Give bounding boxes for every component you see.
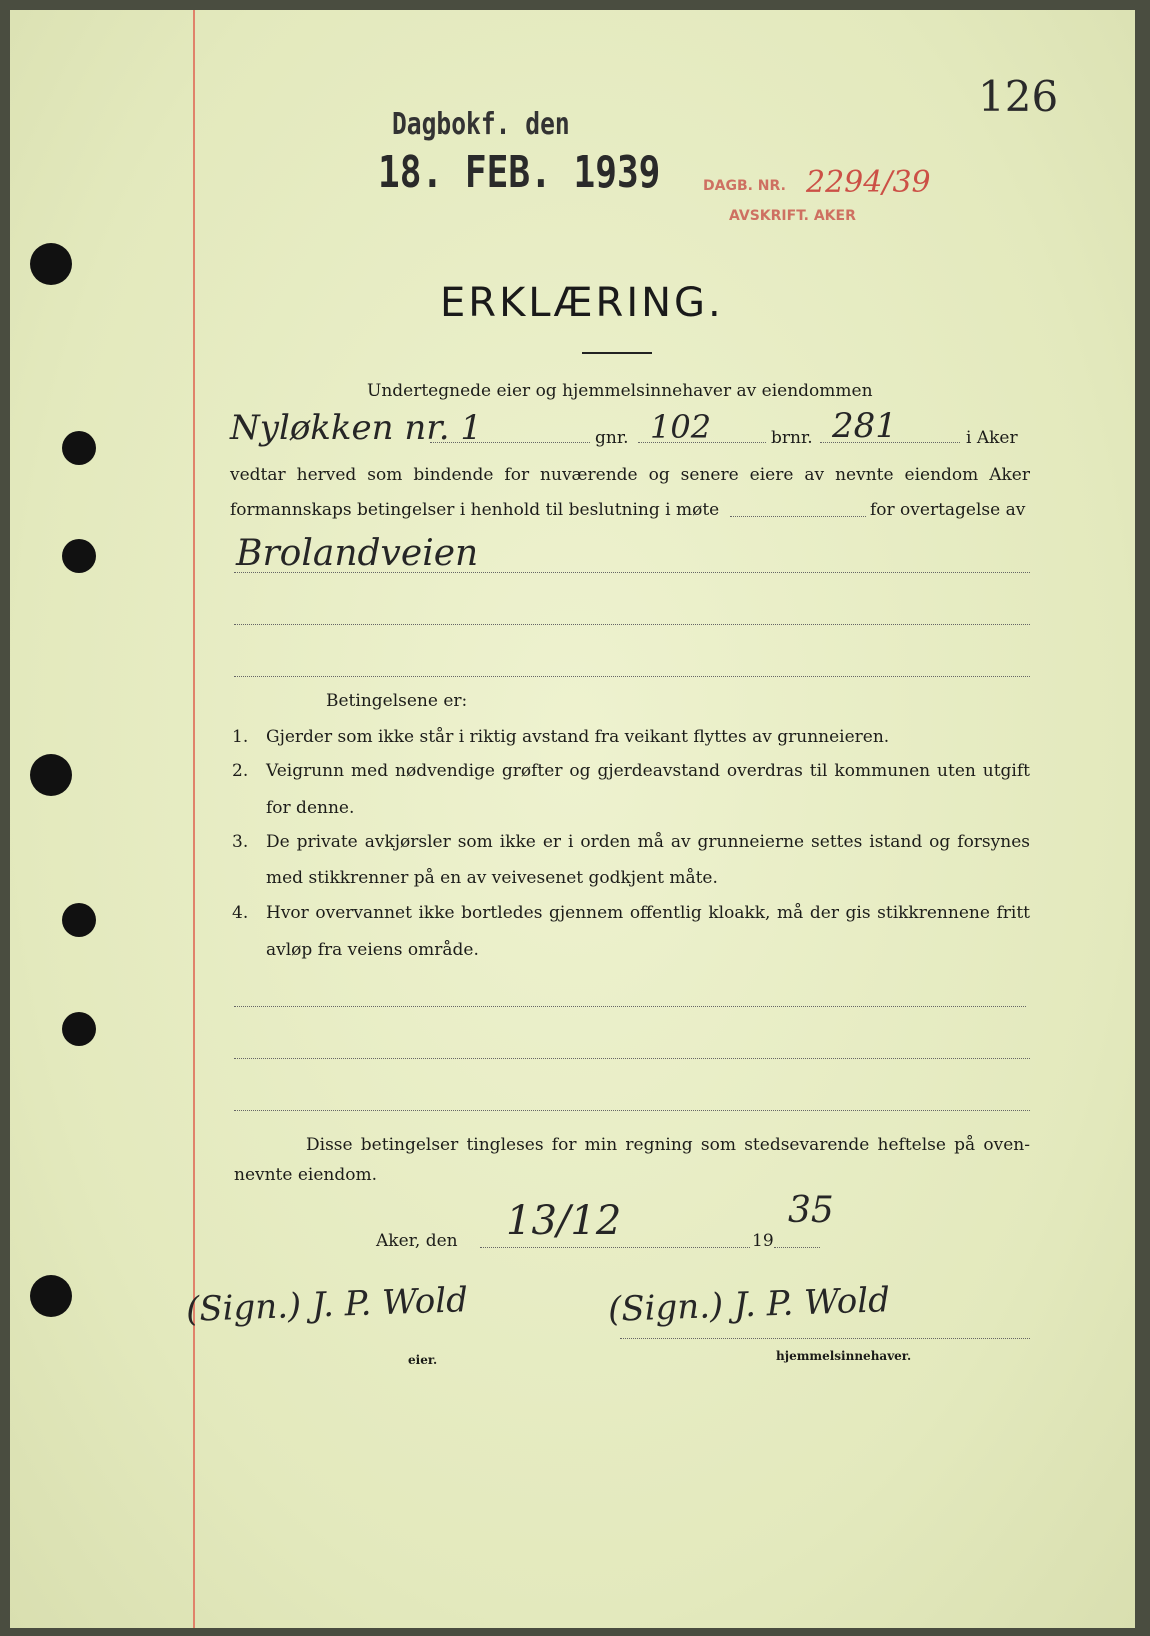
intro-line-3: vedtar herved som bindende for nuværende og senere eiere av nevnte eiendom Aker: [230, 465, 1030, 485]
condition-number: 2.: [232, 761, 249, 781]
binder-hole: [30, 754, 72, 796]
holder-label: hjemmelsinnehaver.: [776, 1349, 912, 1363]
handwritten-gnr: 102: [650, 408, 712, 446]
date-fill-line: [480, 1247, 750, 1248]
road-fill-line: [234, 572, 1030, 573]
handwritten-date: 13/12: [506, 1198, 622, 1244]
date-stamp-label: Dagbokf. den: [392, 107, 570, 142]
binder-hole: [62, 903, 96, 937]
binder-hole: [30, 1275, 72, 1317]
condition-text: De private avkjørsler som ikke er i orden må av grunneierne settes istand og forsynes: [266, 832, 1030, 852]
closing-line-2: nevnte eiendom.: [234, 1165, 378, 1185]
meeting-fill-line: [730, 516, 866, 517]
intro-line-1: Undertegnede eier og hjemmelsinnehaver av eiendommen: [367, 381, 873, 401]
condition-text-continued: med stikkrenner på en av veivesenet godkjent måte.: [266, 868, 718, 888]
page-number: 126: [978, 72, 1059, 121]
property-fill-line: [430, 442, 590, 443]
title-rule: [582, 352, 652, 354]
binder-hole: [62, 431, 96, 465]
condition-text-continued: for denne.: [266, 798, 355, 818]
owner-label: eier.: [408, 1353, 438, 1367]
handwritten-road-name: Brolandveien: [236, 533, 479, 574]
intro-line-4-right: for overtagelse av: [870, 500, 1026, 520]
document-page: [10, 10, 1135, 1628]
handwritten-year: 35: [788, 1190, 834, 1231]
binder-hole: [62, 539, 96, 573]
i-aker-label: i Aker: [966, 428, 1018, 448]
handwritten-bnr: 281: [832, 406, 897, 446]
blank-line: [234, 1006, 1026, 1007]
century-label: 19: [752, 1231, 774, 1251]
document-title: ERKLÆRING.: [440, 280, 724, 326]
bnr-label: brnr.: [771, 428, 813, 448]
condition-number: 1.: [232, 727, 249, 747]
gnr-fill-line: [638, 442, 766, 443]
condition-number: 3.: [232, 832, 249, 852]
condition-text: Veigrunn med nødvendige grøfter og gjerdeavstand overdras til kommunen uten utgift: [266, 761, 1030, 781]
conditions-heading: Betingelsene er:: [326, 691, 468, 711]
owner-signature: (Sign.) J. P. Wold: [185, 1280, 469, 1330]
blank-line: [234, 624, 1030, 625]
blank-line: [234, 676, 1030, 677]
condition-text: Hvor overvannet ikke bortledes gjennem offentlig kloakk, må der gis stikkrennene fritt: [266, 903, 1030, 923]
place-date-label: Aker, den: [376, 1231, 458, 1251]
blank-line: [234, 1110, 1030, 1111]
holder-signature-line: [620, 1338, 1030, 1339]
handwritten-property-name: Nyløkken nr. 1: [230, 408, 482, 448]
condition-text-continued: avløp fra veiens område.: [266, 940, 479, 960]
binder-hole: [62, 1012, 96, 1046]
holder-signature: (Sign.) J. P. Wold: [607, 1280, 891, 1330]
red-stamp-avskrift: AVSKRIFT. AKER: [729, 208, 856, 224]
condition-number: 4.: [232, 903, 249, 923]
bnr-fill-line: [820, 442, 960, 443]
red-margin-line: [193, 10, 195, 1628]
red-stamp-label: DAGB. NR.: [703, 178, 786, 194]
red-stamp-number: 2294/39: [806, 165, 931, 200]
binder-hole: [30, 243, 72, 285]
year-fill-line: [774, 1247, 820, 1248]
condition-text: Gjerder som ikke står i riktig avstand fra veikant flyttes av grunneieren.: [266, 727, 890, 747]
intro-line-4-left: formannskaps betingelser i henhold til beslutning i møte: [230, 500, 720, 520]
gnr-label: gnr.: [595, 428, 629, 448]
date-stamp-date: 18. FEB. 1939: [378, 147, 661, 198]
blank-line: [234, 1058, 1030, 1059]
closing-line-1: Disse betingelser tingleses for min regning som stedsevarende heftelse på oven-: [306, 1135, 1030, 1155]
